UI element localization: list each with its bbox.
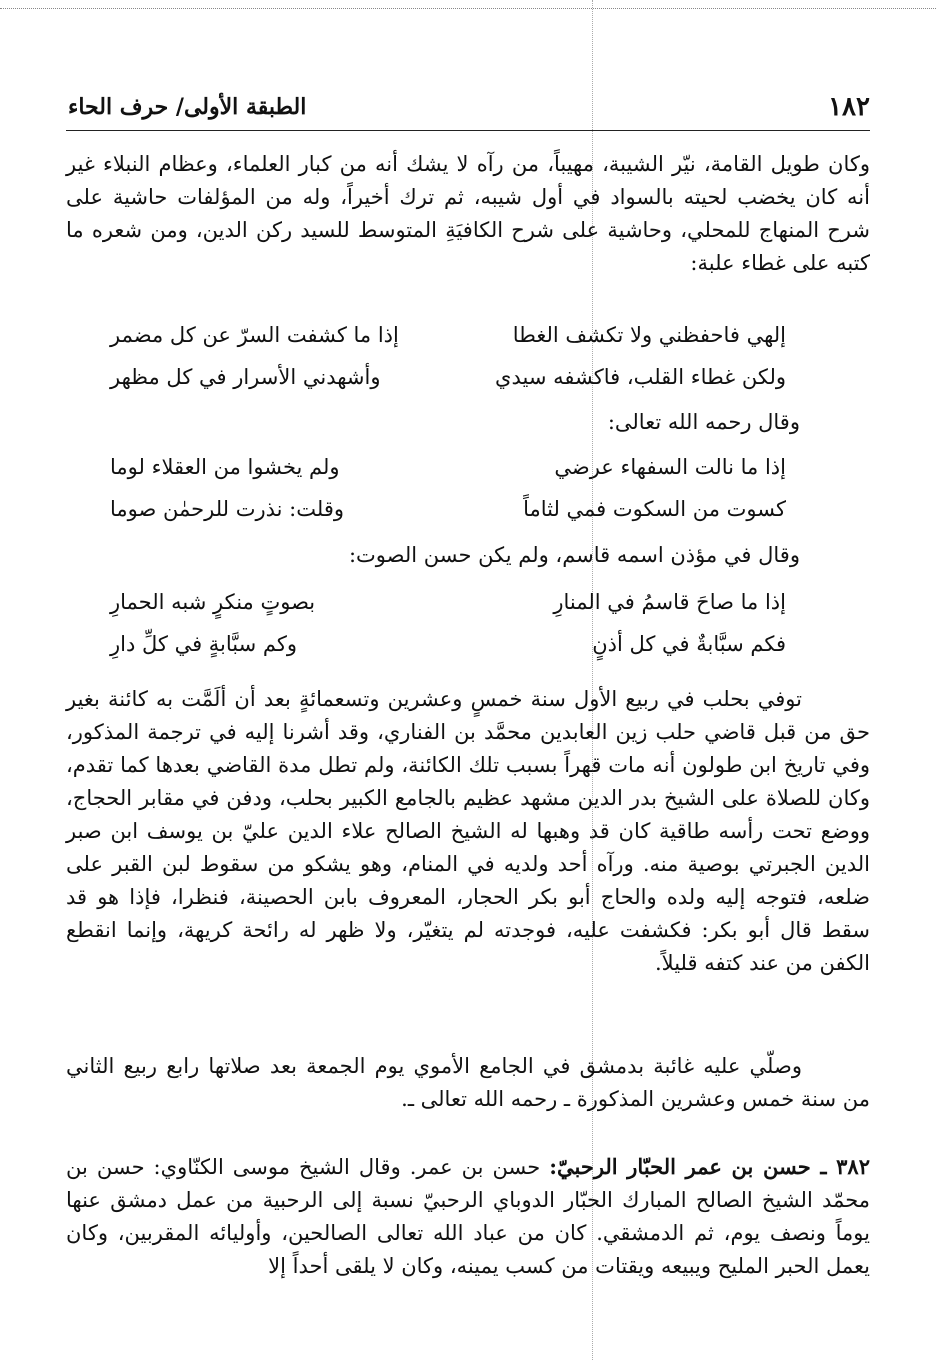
verse-second-hemistich: وكم سبَّابةٍ في كلِّ دارِ xyxy=(110,632,298,656)
verse-first-hemistich: إذا ما صاحَ قاسمُ في المنارِ xyxy=(553,590,786,614)
verse-first-hemistich: فكم سبَّابةٌ في كل أذنٍ xyxy=(592,632,786,656)
verse-line xyxy=(110,632,786,666)
verse-line xyxy=(110,365,786,399)
verse-second-hemistich: ولم يخشوا من العقلاء لوما xyxy=(110,455,340,479)
verse-intro: وقال في مؤذن اسمه قاسم، ولم يكن حسن الصوت: xyxy=(348,543,800,567)
verse-line xyxy=(110,455,786,489)
page-header xyxy=(68,92,870,128)
verse-line xyxy=(110,497,786,531)
verse-line xyxy=(110,590,786,624)
paragraph-intro: وكان طويل القامة، نيّر الشيبة، مهيباً، من رآه لا يشك أنه من كبار العلماء، وعظام النبلاء غير أنه كان يخضب لحيته بالسواد في أول شيبه، ثم ترك أخيراً، وله من المؤلفات حاشية على شرح المنهاج للمحلي، وحاشية على شرح الكافيَةِ المتوسط للسيد ركن الدين، ومن شعره ما كتبه على غطاء علبة: xyxy=(66,152,870,275)
header-rule xyxy=(66,130,870,131)
verse-first-hemistich: ولكن غطاء القلب، فاكشفه سيدي xyxy=(495,365,786,389)
verse-first-hemistich: إلهي فاحفظني ولا تكشف الغطا xyxy=(512,323,786,347)
verse-first-hemistich: كسوت من السكوت فمي لثاماً xyxy=(523,497,786,521)
entry-body: حسن بن عمر. وقال الشيخ موسى الكنّاوي: حسن بن محمّد الشيخ الصالح المبارك الحبّار الدوباي الرحبيّ نسبة إلى الرحبية من عمل دمشق عنها يوماً ونصف يوم، ثم الدمشقي. كان من عباد الله تعالى الصالحين، وأوليائه المقربين، وكان يعمل الحبر المليح ويبيعه ويقتات من كسب يمينه، وكان لا يلقى أحداً إلا xyxy=(66,1155,870,1278)
verse-second-hemistich: وأشهدني الأسرار في كل مظهر xyxy=(110,365,381,389)
paragraph-death: توفي بحلب في ربيع الأول سنة خمسٍ وعشرين وتسعمائةٍ بعد أن ألَمَّت به كائنة بغير حق من قبل قاضي حلب زين العابدين محمَّد بن الفناري، وقد أشرنا إليه في ترجمة المذكور، وفي تاريخ ابن طولون أنه مات قهراً بسبب تلك الكائنة، ولم تطل مدة القاضي بعدها كما تقدم، وكان للصلاة على الشيخ بدر الدين مشهد عظيم بالجامع الكبير بحلب، ودفن في مقابر الحجاج، ووضع تحت رأسه طاقية كان قد وهبها له الشيخ الصالح علاء الدين عليّ بن يوسف ابن صبر الدين الجبرتي بوصية منه. ورآه أحد ولديه في المنام، وهو يشكو من سقوط لبن القبر على ضلعه، فتوجه إليه ولده والحاج أبو بكر الحجار، المعروف بابن الحصينة، فنظرا، فإذا هو قد سقط قال أبو بكر: فكشفت عليه، فوجدته لم يتغيّر، ولا ظهر له رائحة كريهة، وإنما انقطع الكفن من عند كتفه قليلاً. xyxy=(66,687,870,975)
verse-line xyxy=(110,323,786,357)
top-dotted-border xyxy=(0,8,936,9)
verse-first-hemistich: إذا ما نالت السفهاء عرضي xyxy=(554,455,786,479)
verse-second-hemistich: إذا ما كشفت السرّ عن كل مضمر xyxy=(110,323,399,347)
verse-intro: وقال رحمه الله تعالى: xyxy=(607,410,800,434)
entry-382 xyxy=(66,1150,870,1283)
paragraph-prayer: وصلّي عليه غائبة بدمشق في الجامع الأموي يوم الجمعة بعد صلاتها رابع ربيع الثاني من سنة خمس وعشرين المذكورة ـ رحمه الله تعالى ـ. xyxy=(66,1054,870,1111)
verse-second-hemistich: بصوتٍ منكرٍ شبه الحمارِ xyxy=(110,590,316,614)
running-title: الطبقة الأولى/ حرف الحاء xyxy=(68,94,307,120)
verse-second-hemistich: وقلت: نذرت للرحمٰن صوما xyxy=(110,497,345,521)
entry-title: ٣٨٢ ـ حسن بن عمر الحبّار الرحبيّ: xyxy=(549,1154,870,1179)
page-number: ١٨٢ xyxy=(828,92,870,122)
